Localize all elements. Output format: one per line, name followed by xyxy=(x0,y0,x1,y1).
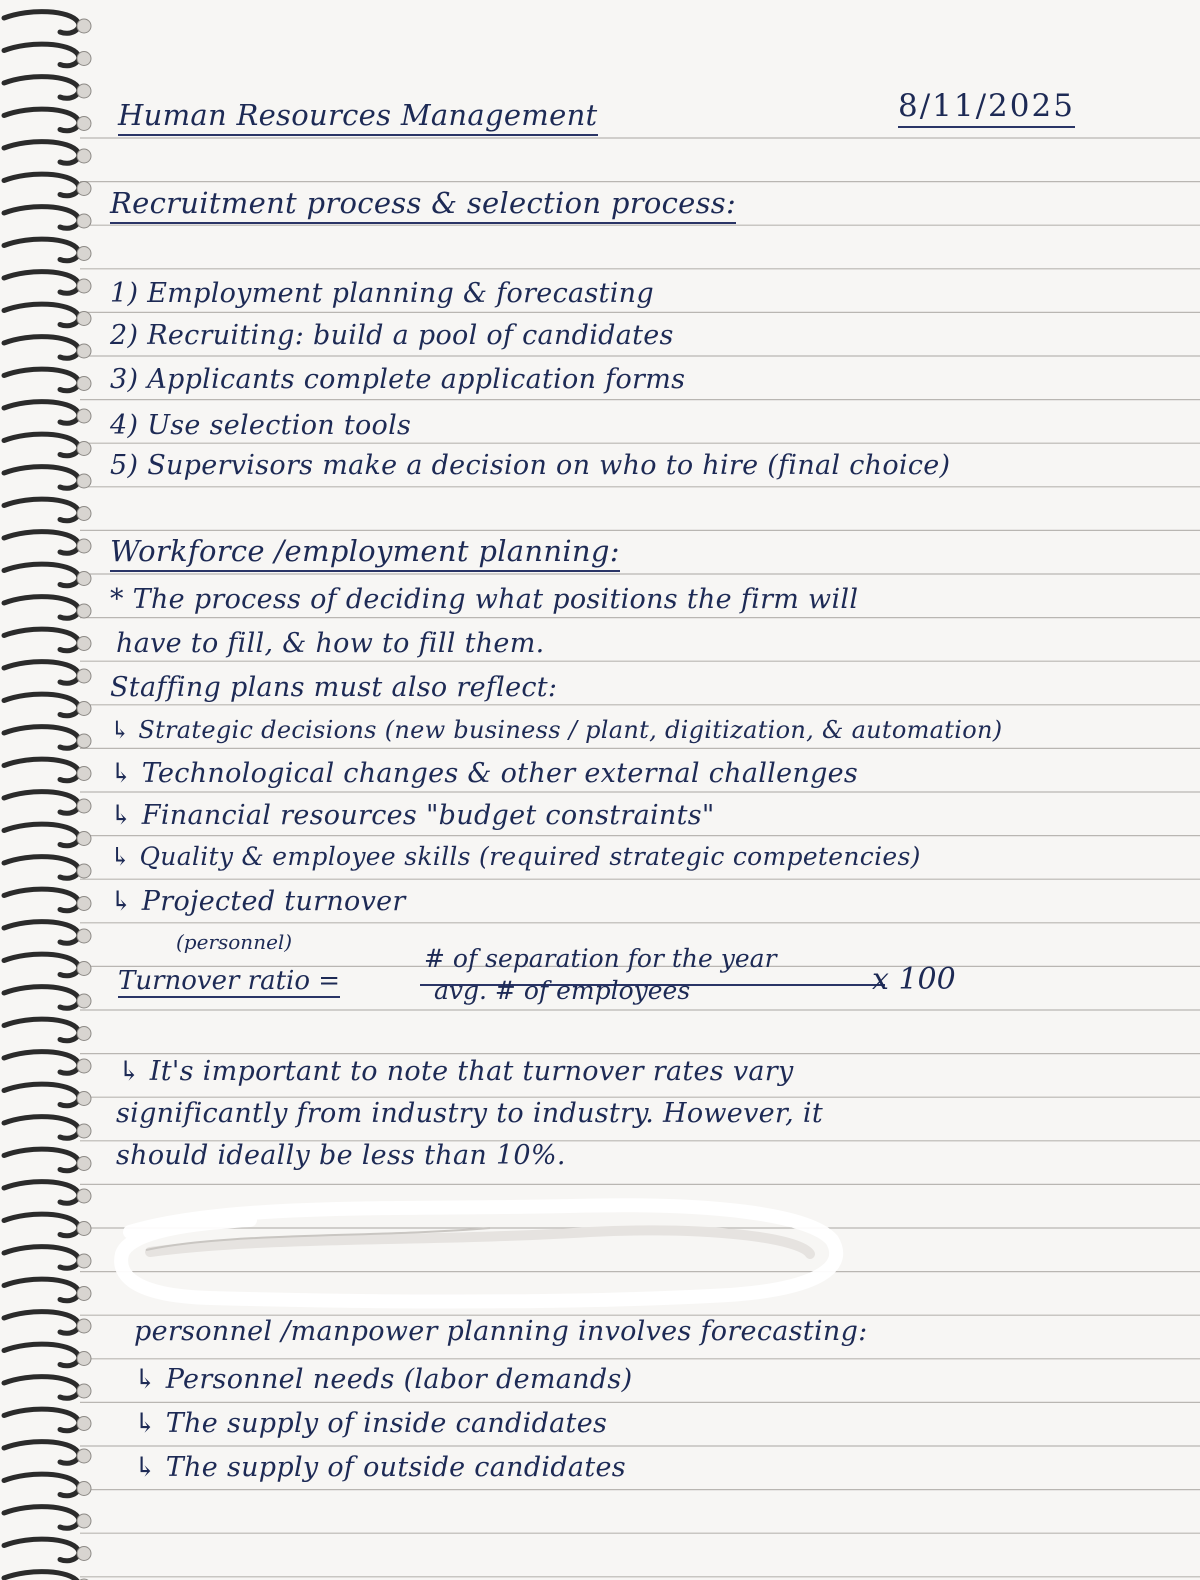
planning-intro: personnel /manpower planning involves forecasting: xyxy=(134,1316,868,1347)
spiral-ring xyxy=(4,1507,79,1529)
section-heading-recruitment: Recruitment process & selection process: xyxy=(110,186,736,224)
binding-hole xyxy=(77,1319,91,1333)
list-item: ↳ Personnel needs (labor demands) xyxy=(134,1364,633,1395)
binding-hole xyxy=(77,182,91,196)
spiral-ring xyxy=(4,597,79,619)
spiral-ring xyxy=(4,1474,79,1496)
binding-hole xyxy=(77,149,91,163)
list-item: 2) Recruiting: build a pool of candidates xyxy=(110,320,674,351)
definition-text: have to fill, & how to fill them. xyxy=(116,628,545,659)
spiral-ring xyxy=(4,207,79,229)
list-item: ↳ Technological changes & other external challenges xyxy=(110,758,859,789)
spiral-ring xyxy=(4,1442,79,1464)
binding-hole xyxy=(77,1417,91,1431)
spiral-ring xyxy=(4,12,79,34)
list-item: 1) Employment planning & forecasting xyxy=(110,278,654,309)
binding-hole xyxy=(77,962,91,976)
spiral-ring xyxy=(4,1084,79,1106)
spiral-ring xyxy=(4,1182,79,1204)
spiral-ring xyxy=(4,402,79,424)
binding-hole xyxy=(77,507,91,521)
spiral-ring xyxy=(4,272,79,294)
binding-hole xyxy=(77,1092,91,1106)
binding-hole xyxy=(77,1352,91,1366)
spiral-ring xyxy=(4,532,79,554)
binding-hole xyxy=(77,1124,91,1138)
spiral-ring xyxy=(4,629,79,651)
staffing-intro: Staffing plans must also reflect: xyxy=(110,672,558,703)
binding-hole xyxy=(77,994,91,1008)
binding-hole xyxy=(77,832,91,846)
binding-hole xyxy=(77,702,91,716)
page-title: Human Resources Management xyxy=(118,98,598,136)
binding-hole xyxy=(77,247,91,261)
binding-hole xyxy=(77,637,91,651)
spiral-ring xyxy=(4,1312,79,1334)
binding-hole xyxy=(77,1449,91,1463)
spiral-ring xyxy=(4,727,79,749)
binding-hole xyxy=(77,1514,91,1528)
binding-hole xyxy=(77,52,91,66)
binding-hole xyxy=(77,767,91,781)
note-text: should ideally be less than 10%. xyxy=(116,1140,566,1171)
section-heading-workforce: Workforce /employment planning: xyxy=(110,534,620,572)
binding-hole xyxy=(77,669,91,683)
spiral-ring xyxy=(4,174,79,196)
list-item: ↳ Strategic decisions (new business / plant, digitization, & automation) xyxy=(110,716,1003,744)
binding-hole xyxy=(77,279,91,293)
note-text: significantly from industry to industry. However, it xyxy=(116,1098,823,1129)
spiral-ring xyxy=(4,1052,79,1074)
binding-hole xyxy=(77,1287,91,1301)
binding-hole xyxy=(77,539,91,553)
binding-hole xyxy=(77,1547,91,1561)
spiral-ring xyxy=(4,142,79,164)
binding-hole xyxy=(77,572,91,586)
list-item: ↳ The supply of inside candidates xyxy=(134,1408,608,1439)
spiral-ring xyxy=(4,1117,79,1139)
spiral-ring xyxy=(4,987,79,1009)
list-item: ↳ Quality & employee skills (required strategic competencies) xyxy=(110,842,921,871)
spiral-ring xyxy=(4,1149,79,1171)
spiral-ring xyxy=(4,889,79,911)
definition-text: * The process of deciding what positions the firm will xyxy=(110,584,859,615)
spiral-ring xyxy=(4,467,79,489)
spiral-ring xyxy=(4,1214,79,1236)
list-item: ↳ Financial resources "budget constraints" xyxy=(110,800,715,831)
scribbled-out-text xyxy=(110,1192,850,1312)
spiral-ring xyxy=(4,1572,79,1580)
binding-hole xyxy=(77,312,91,326)
binding-hole xyxy=(77,734,91,748)
binding-hole xyxy=(77,1157,91,1171)
binding-hole xyxy=(77,1254,91,1268)
binding-hole xyxy=(77,864,91,878)
binding-hole xyxy=(77,1059,91,1073)
spiral-ring xyxy=(4,1409,79,1431)
binding-hole xyxy=(77,1482,91,1496)
spiral-ring xyxy=(4,857,79,879)
page-date: 8/11/2025 xyxy=(898,88,1075,128)
list-item: 4) Use selection tools xyxy=(110,410,412,441)
binding-hole xyxy=(77,604,91,618)
spiral-ring xyxy=(4,1247,79,1269)
spiral-ring xyxy=(4,824,79,846)
binding-hole xyxy=(77,1189,91,1203)
binding-hole xyxy=(77,897,91,911)
spiral-ring xyxy=(4,499,79,521)
spiral-ring xyxy=(4,662,79,684)
spiral-binding xyxy=(0,0,110,1580)
binding-hole xyxy=(77,474,91,488)
formula-multiplier: x 100 xyxy=(872,962,956,997)
list-item: 5) Supervisors make a decision on who to hire (final choice) xyxy=(110,450,951,481)
list-item: 3) Applicants complete application forms xyxy=(110,364,686,395)
formula-label: Turnover ratio = xyxy=(118,966,341,996)
binding-hole xyxy=(77,19,91,33)
spiral-ring xyxy=(4,759,79,781)
binding-hole xyxy=(77,1222,91,1236)
spiral-ring xyxy=(4,694,79,716)
binding-hole xyxy=(77,1027,91,1041)
spiral-ring xyxy=(4,337,79,359)
list-item: ↳ Projected turnover xyxy=(110,886,406,917)
spiral-ring xyxy=(4,954,79,976)
spiral-ring xyxy=(4,369,79,391)
spiral-ring xyxy=(4,109,79,131)
binding-hole xyxy=(77,377,91,391)
list-item: ↳ The supply of outside candidates xyxy=(134,1452,626,1483)
binding-hole xyxy=(77,84,91,98)
formula-qualifier: (personnel) xyxy=(176,930,293,954)
spiral-ring xyxy=(4,1377,79,1399)
spiral-ring xyxy=(4,1279,79,1301)
binding-hole xyxy=(77,214,91,228)
spiral-ring xyxy=(4,792,79,814)
binding-hole xyxy=(77,1384,91,1398)
spiral-ring xyxy=(4,1539,79,1561)
note-text: ↳ It's important to note that turnover rates vary xyxy=(118,1056,794,1087)
spiral-ring xyxy=(4,77,79,99)
formula-numerator: # of separation for the year xyxy=(424,944,777,973)
spiral-ring xyxy=(4,564,79,586)
binding-hole xyxy=(77,409,91,423)
formula-denominator: avg. # of employees xyxy=(434,976,691,1005)
spiral-ring xyxy=(4,1019,79,1041)
binding-hole xyxy=(77,799,91,813)
binding-hole xyxy=(77,117,91,131)
spiral-ring xyxy=(4,1344,79,1366)
spiral-ring xyxy=(4,922,79,944)
spiral-ring xyxy=(4,434,79,456)
binding-hole xyxy=(77,929,91,943)
spiral-ring xyxy=(4,239,79,261)
binding-hole xyxy=(77,442,91,456)
spiral-ring xyxy=(4,44,79,66)
spiral-ring xyxy=(4,304,79,326)
binding-hole xyxy=(77,344,91,358)
